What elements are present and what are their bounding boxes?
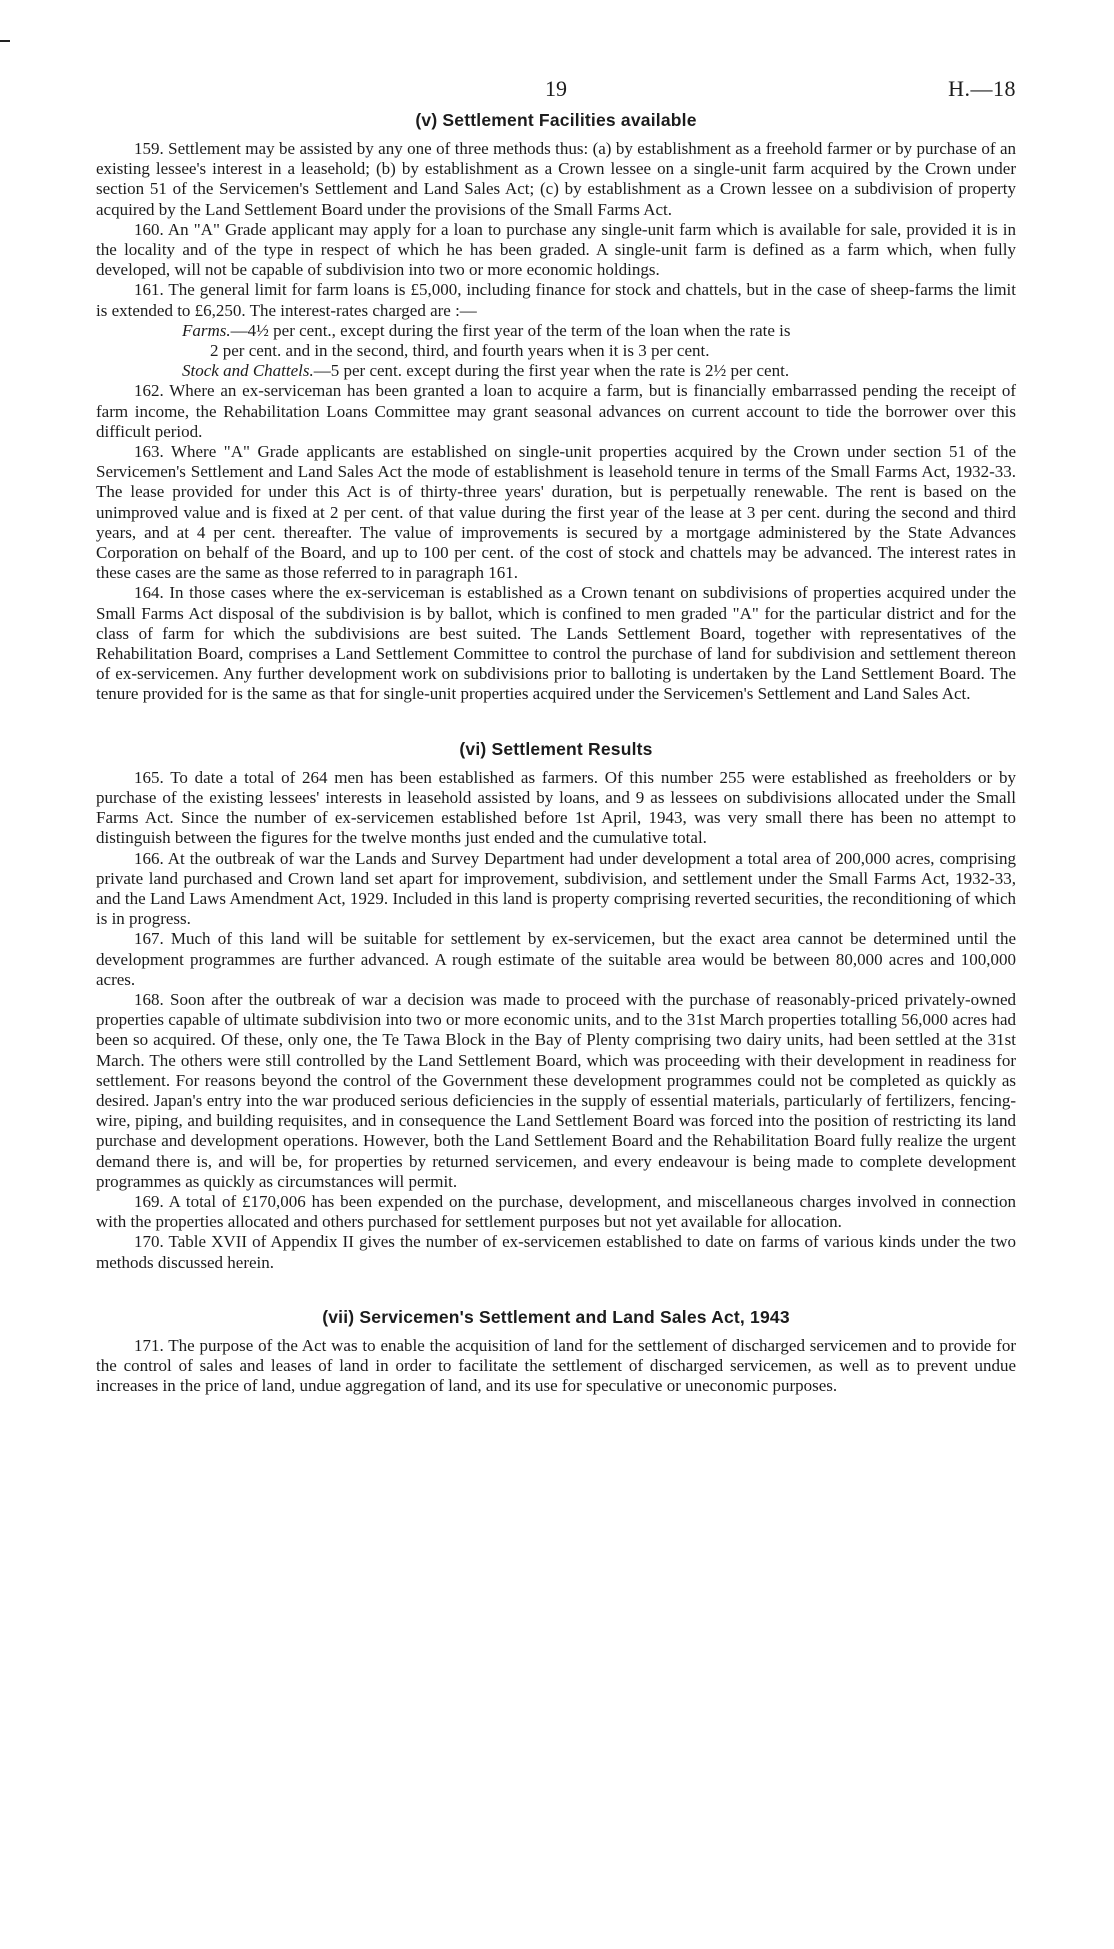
series-number: H.—18 (948, 76, 1016, 101)
paragraph-159: 159. Settlement may be assisted by any one of three methods thus: (a) by establishment as a freehold farmer or by purchase of an existing lessee's interest in a leasehold; (b) by establishment as a Crown lessee on a single-unit farm acquired by the Crown under section 51 of the Servicemen's Settlement and Land Sales Act; (c) by establishment as a Crown lessee on a subdivision of property acquired by the Land Settlement Board under the provisions of the Small Farms Act. (96, 139, 1016, 219)
paragraph-169: 169. A total of £170,006 has been expended on the purchase, development, and miscellaneous charges involved in connection with the properties allocated and others purchased for settlement purposes but not yet available for allocation. (96, 1191, 1016, 1232)
paragraph-168: 168. Soon after the outbreak of war a decision was made to proceed with the purchase of reasonably-priced privately-owned properties capable of ultimate subdivision into two or more economic units, and to the 31st March properties totalling 56,000 acres had been so acquired. Of these, only one, the Te Tawa Block in the Bay of Plenty comprising two dairy units, had been settled at the 31st March. The others were still controlled by the Land Settlement Board, which was proceeding with their development in readiness for settlement. For reasons beyond the control of the Government these development programmes could not be completed as quickly as desired. Japan's entry into the war produced serious deficiencies in the supply of essential materials, particularly of fertilizers, fencing-wire, piping, and building requisites, and in consequence the Land Settlement Board was forced into the position of restricting its land purchase and development operations. However, both the Land Settlement Board and the Rehabilitation Board fully realize the urgent demand there is, and will be, for properties by returned servicemen, and every endeavour is being made to complete development programmes as quickly as circumstances will permit. (96, 989, 1016, 1191)
section-servicemens-act (96, 1307, 1016, 1397)
paragraph-167: 167. Much of this land will be suitable for settlement by ex-servicemen, but the exact area cannot be determined until the development programmes are further advanced. A rough estimate of the suitable area would be between 80,000 acres and 100,000 acres. (96, 929, 1016, 989)
page-edge-mark (0, 40, 10, 42)
paragraph-164: 164. In those cases where the ex-serviceman is established as a Crown tenant on subdivisions of properties acquired under the Small Farms Act disposal of the subdivision is by ballot, which is confined to men graded "A" for the particular district and for the class of farm for which the subdivisions are best suited. The Lands Settlement Board, together with representatives of the Rehabilitation Board, comprises a Land Settlement Committee to control the purchase of land for subdivision and settlement thereon of ex-servicemen. Any further development work on subdivisions prior to balloting is undertaken by the Land Settlement Board. The tenure provided for is the same as that for single-unit properties acquired under the Servicemen's Settlement and Land Sales Act. (96, 583, 1016, 704)
paragraph-165: 165. To date a total of 264 men has been established as farmers. Of this number 255 were established as freeholders or by purchase of the existing lessees' interests in leasehold assisted by loans, and 9 as lessees on subdivisions allocated under the Small Farms Act. Since the number of ex-servicemen established before 1st April, 1943, was very small there has been no attempt to distinguish between the figures for the twelve months just ended and the cumulative total. (96, 767, 1016, 848)
section-settlement-facilities (96, 110, 1016, 705)
paragraph-166: 166. At the outbreak of war the Lands and Survey Department had under development a total area of 200,000 acres, comprising private land purchased and Crown land set apart for improvement, subdivision, and settlement under the Small Farms Act, 1932-33, and the Land Laws Amendment Act, 1929. Included in this land is property comprising reverted securities, the reconditioning of which is in progress. (96, 848, 1016, 929)
section-heading: (vi) Settlement Results (459, 738, 653, 759)
rate-stock-text: —5 per cent. except during the first year when the rate is 2½ per cent. (313, 361, 790, 381)
paragraph-160: 160. An "A" Grade applicant may apply for a loan to purchase any single-unit farm which is available for sale, provided it is in the locality and of the type in respect of which he has been graded. A single-unit farm is defined as a farm which, when fully developed, will not be capable of subdivision into two or more economic holdings. (96, 219, 1016, 280)
paragraph-171: 171. The purpose of the Act was to enable the acquisition of land for the settlement of discharged servicemen and to provide for the control of sales and leases of land in order to facilitate the settlement of discharged servicemen, as well as to prevent undue increases in the price of land, undue aggregation of land, and its use for speculative or uneconomic purposes. (96, 1335, 1016, 1396)
rate-farms-text: —4½ per cent., except during the first year of the term of the loan when the rate is (230, 320, 791, 340)
document-page (96, 0, 1016, 1396)
paragraph-162: 162. Where an ex-serviceman has been granted a loan to acquire a farm, but is financially embarrassed pending the receipt of farm income, the Rehabilitation Loans Committee may grant seasonal advances on current account to tide the borrower over this difficult period. (96, 381, 1016, 441)
paragraph-161: 161. The general limit for farm loans is £5,000, including finance for stock and chattels, but in the case of sheep-farms the limit is extended to £6,250. The interest-rates charged are :— (96, 280, 1016, 320)
section-settlement-results (96, 739, 1016, 1273)
page-header (96, 0, 1016, 110)
paragraph-170: 170. Table XVII of Appendix II gives the number of ex-servicemen established to date on farms of various kinds under the two methods discussed herein. (96, 1232, 1016, 1272)
rate-stock (96, 361, 1016, 381)
page-number: 19 (545, 76, 567, 101)
rate-farms (96, 321, 1016, 361)
rate-farms-label: Farms. (182, 320, 231, 340)
rate-farms-continuation: 2 per cent. and in the second, third, and fourth years when it is 3 per cent. (210, 341, 710, 361)
section-heading: (vii) Servicemen's Settlement and Land Sales Act, 1943 (322, 1306, 790, 1327)
section-heading: (v) Settlement Facilities available (415, 110, 697, 130)
rate-stock-label: Stock and Chattels. (182, 361, 314, 381)
paragraph-163: 163. Where "A" Grade applicants are established on single-unit properties acquired by the Crown under section 51 of the Servicemen's Settlement and Land Sales Act the mode of establishment is leasehold tenure in terms of the Small Farms Act, 1932-33. The lease provided for under this Act is of thirty-three years' duration, but is perpetually renewable. The rent is based on the unimproved value and is fixed at 2 per cent. of that value during the first year of the lease at 3 per cent. during the second and third years, and at 4 per cent. thereafter. The value of improvements is secured by a mortgage administered by the State Advances Corporation on behalf of the Board, and up to 100 per cent. of the cost of stock and chattels may be advanced. The interest rates in these cases are the same as those referred to in paragraph 161. (96, 442, 1016, 583)
